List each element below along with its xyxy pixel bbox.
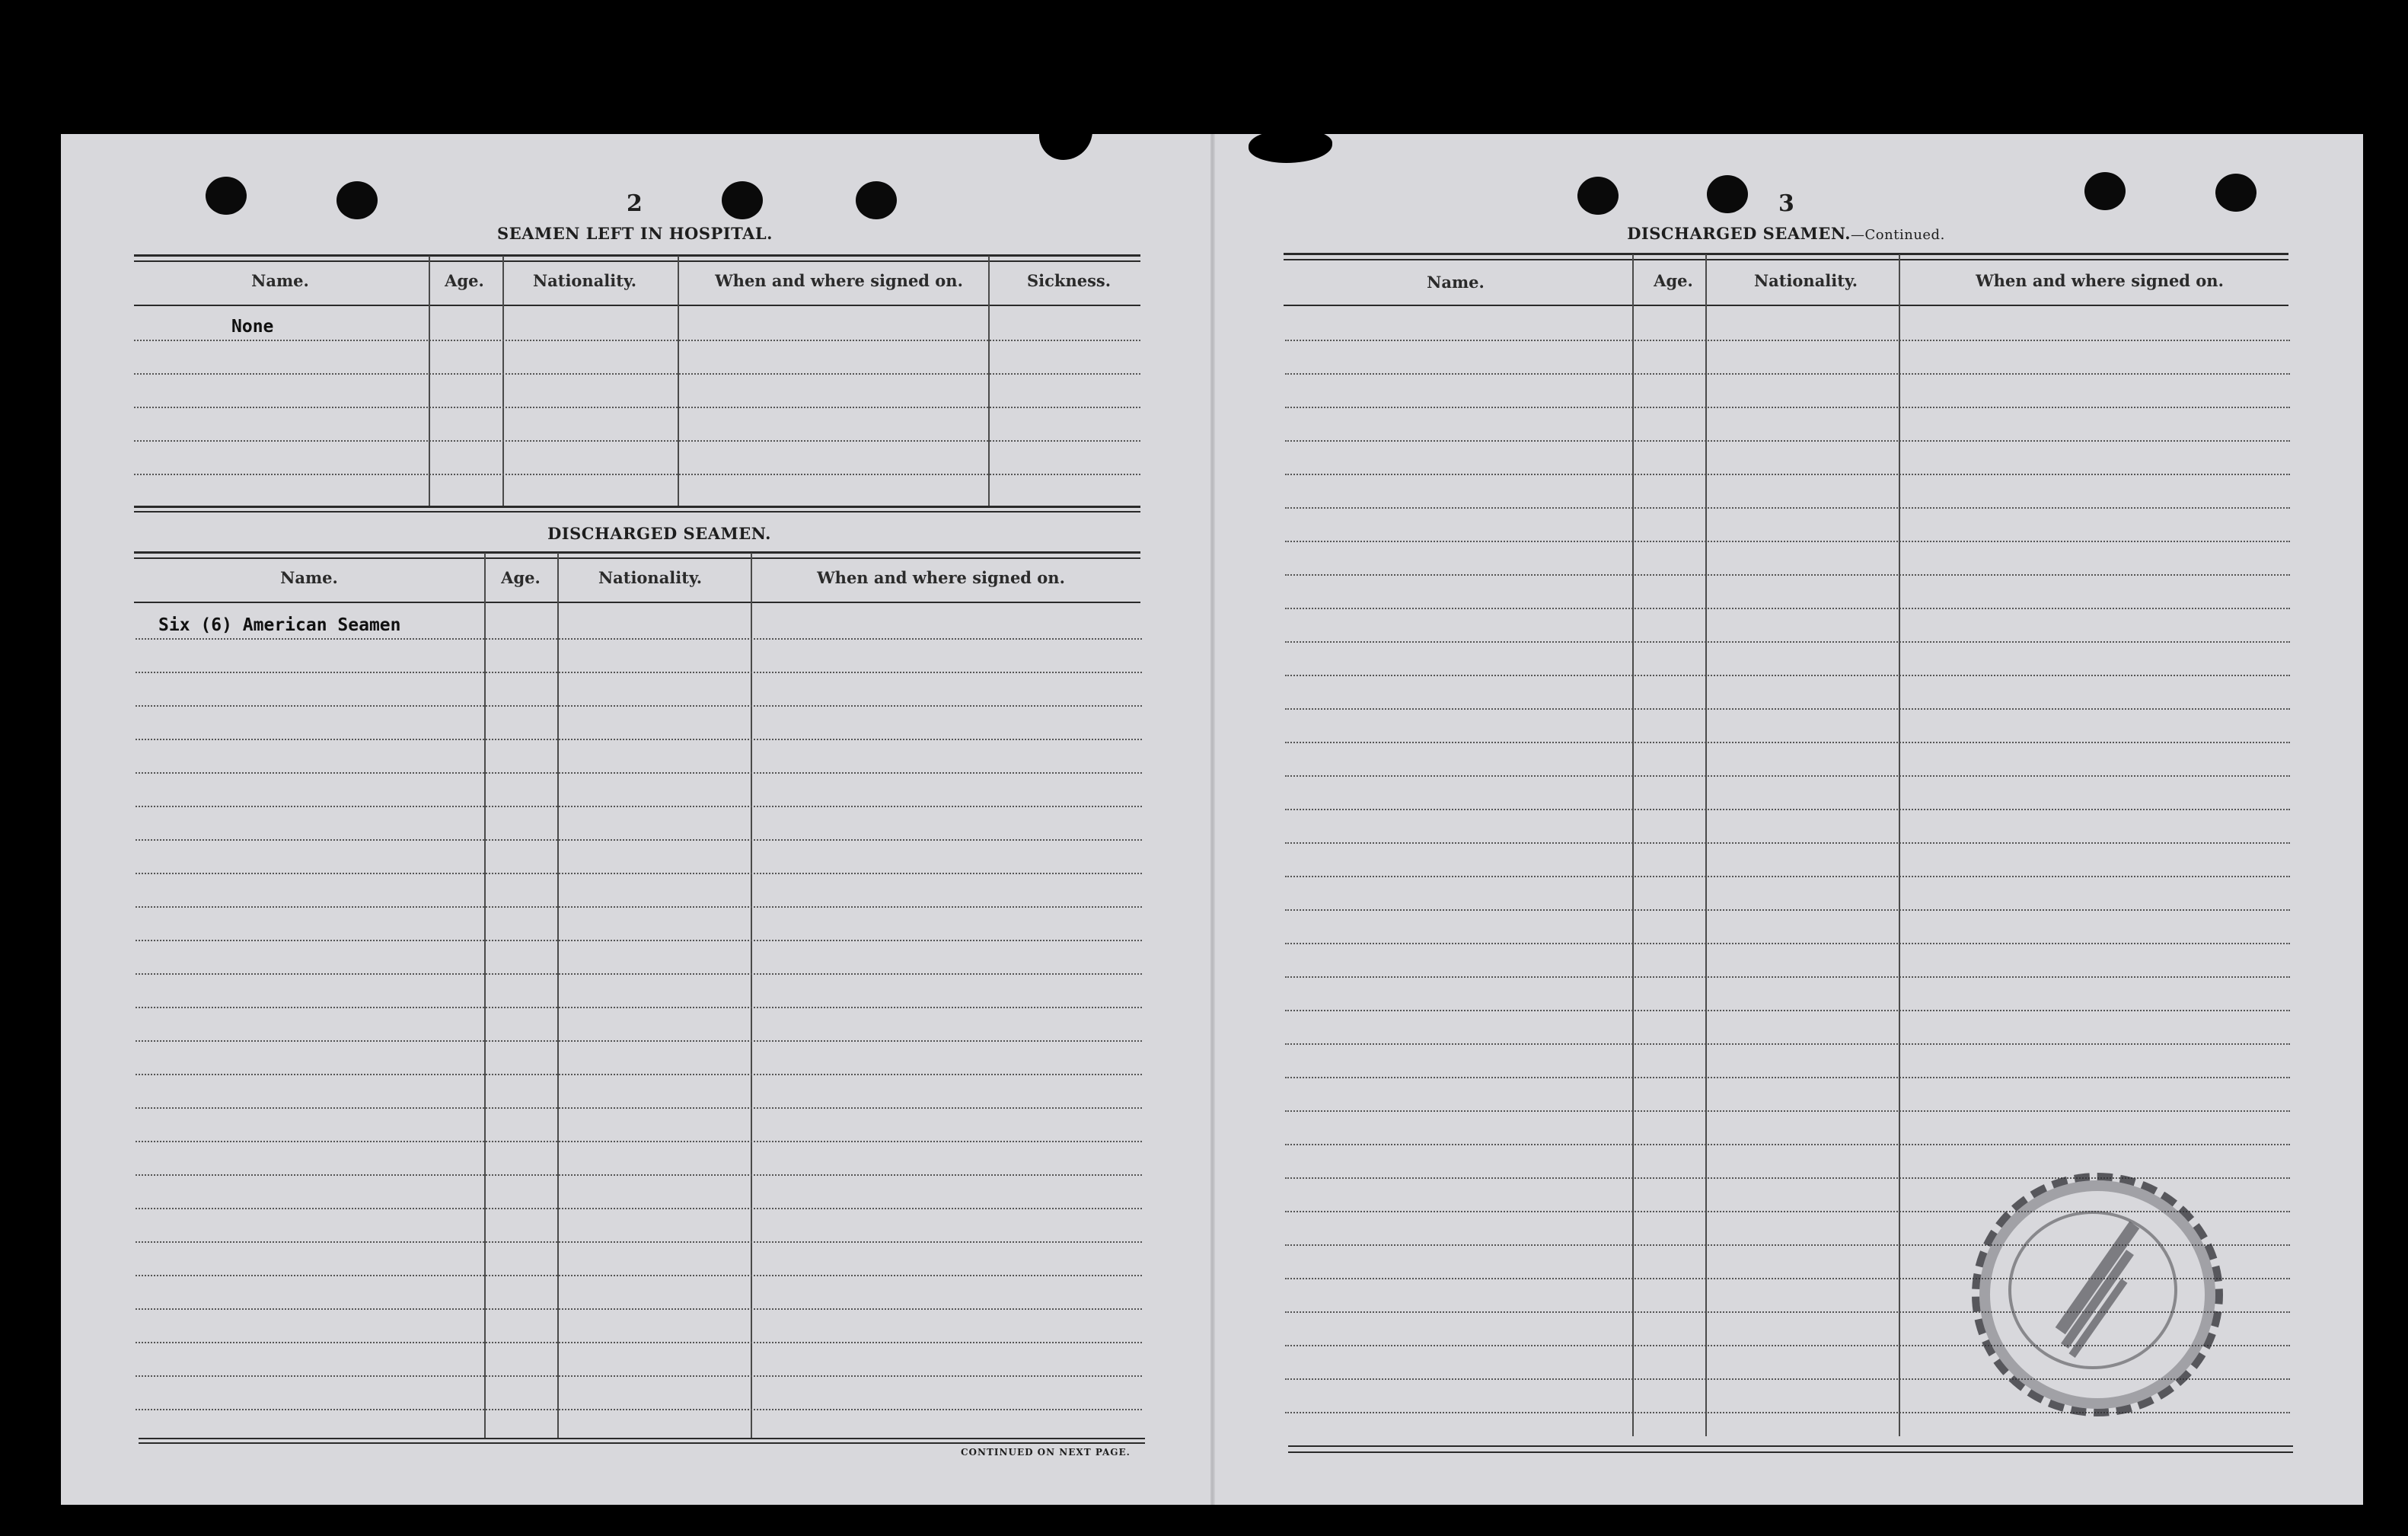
table-bottom-rule bbox=[1288, 1445, 2293, 1447]
section-rule bbox=[134, 506, 1140, 508]
column-header-age: Age. bbox=[445, 271, 484, 290]
entry-line bbox=[136, 1342, 1142, 1343]
entry-line bbox=[136, 1275, 1142, 1276]
entry-line bbox=[1285, 373, 2290, 375]
entry-line bbox=[136, 705, 1142, 707]
column-header-nationality: Nationality. bbox=[532, 271, 637, 290]
entry-line bbox=[1285, 775, 2290, 777]
column-header-signed-on: When and where signed on. bbox=[715, 271, 963, 290]
postmark-stamp bbox=[1972, 1173, 2223, 1416]
entry-line bbox=[1285, 340, 2290, 341]
column-header-name: Name. bbox=[251, 271, 309, 290]
entry-line bbox=[134, 440, 1140, 442]
punch-hole bbox=[2215, 174, 2257, 212]
entry-line bbox=[1285, 943, 2290, 944]
entry-line bbox=[1285, 1077, 2290, 1078]
column-divider bbox=[678, 256, 679, 507]
punch-hole bbox=[1577, 177, 1619, 215]
entry-line bbox=[136, 1040, 1142, 1042]
table-top-rule bbox=[134, 557, 1140, 559]
column-header-nationality: Nationality. bbox=[598, 568, 703, 587]
entry-line bbox=[136, 672, 1142, 673]
entry-line bbox=[1285, 742, 2290, 743]
column-divider bbox=[988, 256, 990, 507]
continued-note: CONTINUED ON NEXT PAGE. bbox=[961, 1447, 1131, 1458]
punch-hole bbox=[2084, 172, 2126, 210]
table-bottom-rule bbox=[1288, 1451, 2293, 1453]
column-header-signed-on: When and where signed on. bbox=[817, 568, 1065, 587]
entry-line bbox=[134, 407, 1140, 408]
entry-line bbox=[1285, 507, 2290, 509]
entry-line bbox=[136, 873, 1142, 874]
entry-line bbox=[1285, 1412, 2290, 1413]
entry-line bbox=[1285, 1177, 2290, 1179]
column-divider bbox=[557, 553, 559, 1438]
entry-line bbox=[136, 1409, 1142, 1410]
entry-line bbox=[134, 373, 1140, 375]
column-header-age: Age. bbox=[501, 568, 541, 587]
entry-line bbox=[1285, 876, 2290, 877]
header-rule bbox=[1284, 305, 2288, 306]
entry-line bbox=[1285, 1043, 2290, 1045]
entry-line bbox=[136, 973, 1142, 975]
entry-line bbox=[136, 739, 1142, 740]
column-divider bbox=[1705, 254, 1707, 1436]
punch-hole bbox=[206, 177, 247, 215]
entry-line bbox=[134, 474, 1140, 475]
column-divider bbox=[484, 553, 486, 1438]
entry-line bbox=[136, 638, 1142, 640]
column-divider bbox=[1899, 254, 1900, 1436]
column-header-signed-on: When and where signed on. bbox=[1976, 271, 2224, 290]
hospital-entry: None bbox=[231, 317, 274, 337]
column-divider bbox=[751, 553, 752, 1438]
entry-line bbox=[136, 1174, 1142, 1176]
entry-line bbox=[136, 1375, 1142, 1377]
entry-line bbox=[136, 839, 1142, 841]
entry-line bbox=[1285, 608, 2290, 609]
section-rule bbox=[134, 511, 1140, 513]
table-top-rule bbox=[1284, 253, 2288, 255]
entry-line bbox=[136, 1241, 1142, 1243]
entry-line bbox=[136, 1141, 1142, 1142]
entry-line bbox=[136, 1074, 1142, 1075]
entry-line bbox=[136, 806, 1142, 807]
punch-hole bbox=[1707, 175, 1748, 213]
entry-line bbox=[1285, 641, 2290, 643]
punch-hole bbox=[722, 181, 763, 219]
discharged-section-title: DISCHARGED SEAMEN. bbox=[547, 524, 771, 543]
entry-line bbox=[1285, 1110, 2290, 1112]
table-top-rule bbox=[134, 551, 1140, 554]
entry-line bbox=[136, 1208, 1142, 1209]
entry-line bbox=[1285, 440, 2290, 442]
discharged-entry: Six (6) American Seamen bbox=[158, 615, 401, 635]
entry-line bbox=[1285, 407, 2290, 408]
column-divider bbox=[1632, 254, 1634, 1436]
entry-line bbox=[1285, 909, 2290, 911]
hospital-section-title: SEAMEN LEFT IN HOSPITAL. bbox=[497, 224, 773, 243]
entry-line bbox=[1285, 842, 2290, 844]
entry-line bbox=[134, 340, 1140, 341]
entry-line bbox=[1285, 1010, 2290, 1011]
column-header-name: Name. bbox=[1427, 273, 1485, 292]
entry-line bbox=[136, 1308, 1142, 1310]
table-bottom-rule bbox=[139, 1438, 1145, 1439]
column-header-sickness: Sickness. bbox=[1026, 271, 1112, 290]
punch-hole bbox=[856, 181, 897, 219]
header-rule bbox=[134, 602, 1140, 603]
column-header-name: Name. bbox=[280, 568, 338, 587]
entry-line bbox=[1285, 574, 2290, 576]
punch-hole bbox=[336, 181, 378, 219]
column-divider bbox=[502, 256, 504, 507]
table-top-rule bbox=[1284, 259, 2288, 260]
entry-line bbox=[1285, 474, 2290, 475]
entry-line bbox=[136, 940, 1142, 941]
entry-line bbox=[1285, 708, 2290, 710]
column-divider bbox=[429, 256, 430, 507]
column-header-nationality: Nationality. bbox=[1753, 271, 1858, 290]
entry-line bbox=[136, 1107, 1142, 1109]
entry-line bbox=[136, 772, 1142, 774]
entry-line bbox=[1285, 541, 2290, 542]
entry-line bbox=[1285, 1144, 2290, 1145]
page-number: 2 bbox=[627, 190, 643, 217]
entry-line bbox=[1285, 809, 2290, 810]
page-number: 3 bbox=[1778, 190, 1795, 217]
entry-line bbox=[1285, 976, 2290, 978]
entry-line bbox=[1285, 675, 2290, 676]
column-header-age: Age. bbox=[1654, 271, 1693, 290]
discharged-continued-title: DISCHARGED SEAMEN.—Continued. bbox=[1627, 224, 1945, 243]
entry-line bbox=[136, 1007, 1142, 1008]
entry-line bbox=[136, 906, 1142, 908]
page-fold bbox=[1210, 134, 1215, 1505]
table-bottom-rule bbox=[139, 1442, 1145, 1444]
